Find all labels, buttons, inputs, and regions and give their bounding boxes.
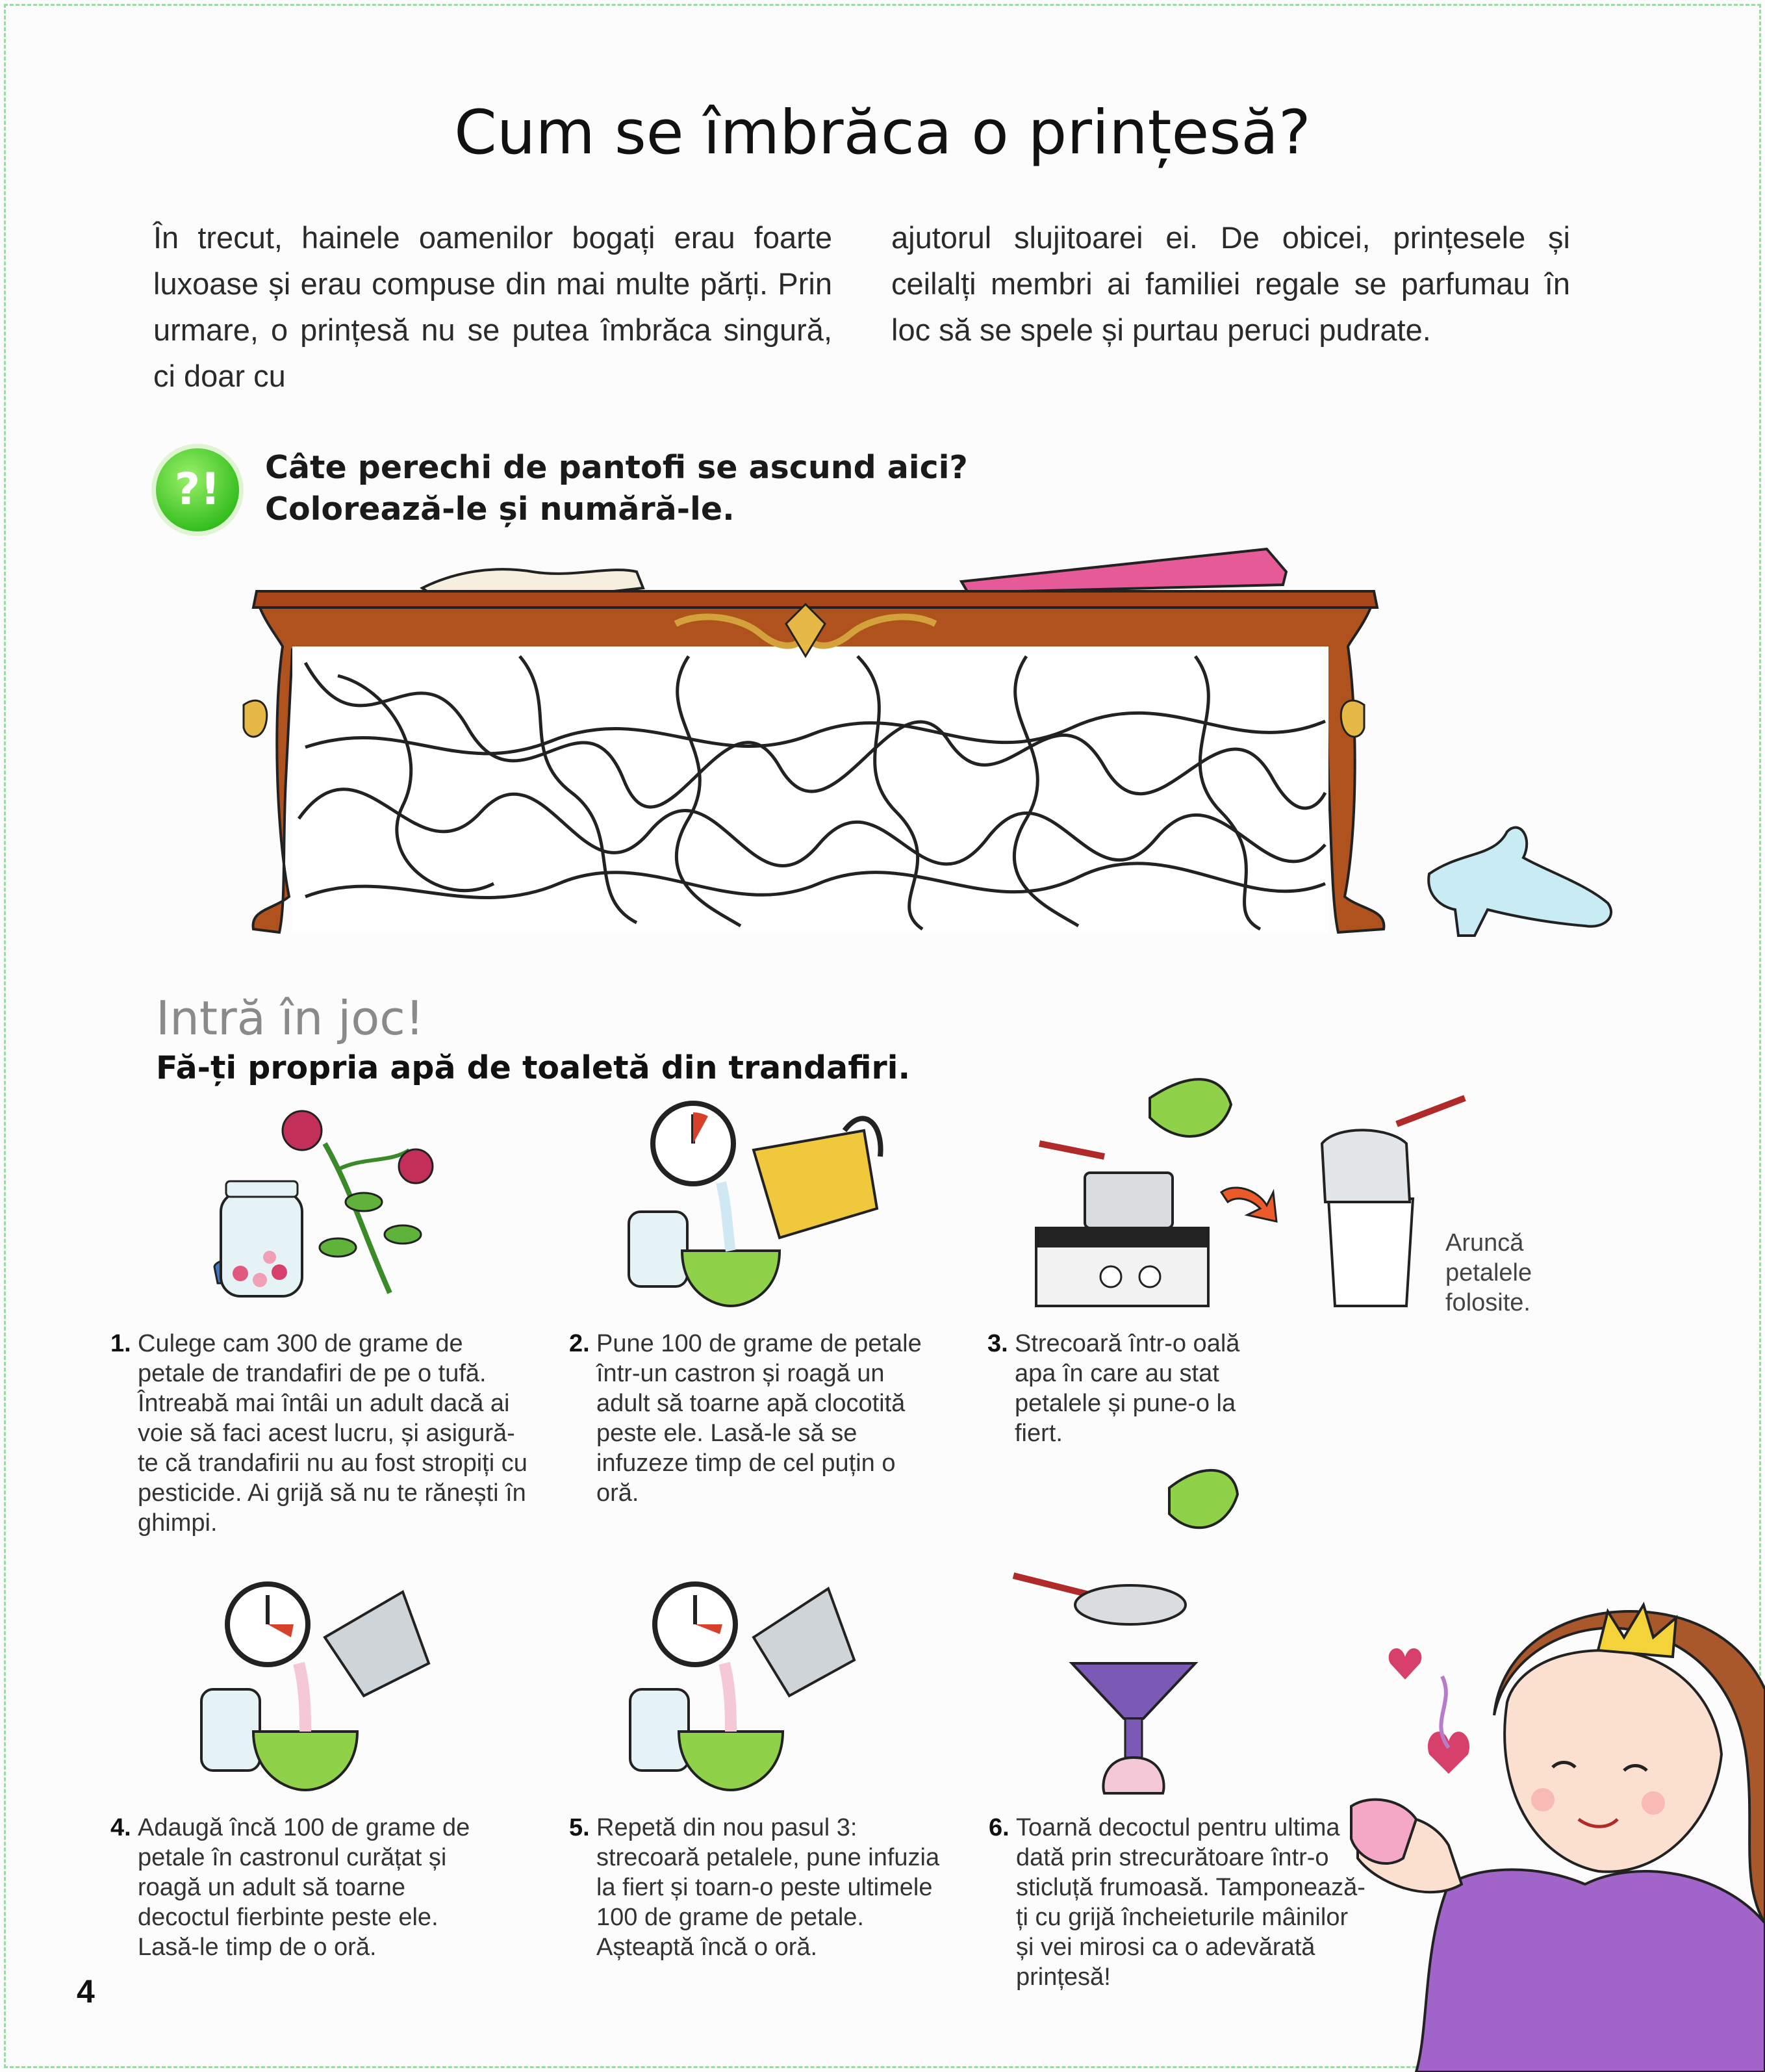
intro-right-column: ajutorul slujitoarei ei. De obicei, prințesele și ceilalți membri ai familiei regale se parfumau în loc să se spele și purtau peruci pudrate. bbox=[891, 220, 1570, 347]
step-number: 3. bbox=[987, 1330, 1008, 1357]
step-5 bbox=[569, 1813, 960, 1962]
quiz-question-line2: Colorează-le și numără-le. bbox=[265, 491, 735, 528]
page-title: Cum se îmbrăca o prințesă? bbox=[454, 97, 1311, 168]
princess-illustration bbox=[1351, 1605, 1765, 2072]
step-text: Repetă din nou pasul 3: strecoară petalele, pune infuzia la fiert și toarn-o peste ultimele 100 de grame de petale. Așteaptă încă o oră. bbox=[596, 1814, 940, 1961]
step-text: Pune 100 de grame de petale într-un castron și roagă un adult să toarne apă clocotită peste ele. Lasă-le să se infuzeze timp de cel puțin o oră. bbox=[596, 1330, 922, 1507]
step6-illustration bbox=[1013, 1470, 1238, 1793]
step1-illustration bbox=[214, 1111, 433, 1296]
step-number: 6. bbox=[989, 1814, 1009, 1841]
activity-subheading: Fă-ți propria apă de toaletă din trandafiri. bbox=[156, 1049, 911, 1086]
step2-illustration bbox=[629, 1103, 881, 1306]
step5-illustration bbox=[630, 1584, 854, 1790]
step-number: 2. bbox=[569, 1330, 590, 1357]
step-4 bbox=[110, 1813, 502, 1962]
step-1 bbox=[110, 1329, 534, 1538]
step-number: 5. bbox=[569, 1814, 590, 1841]
activity-heading: Intră în joc! bbox=[156, 991, 424, 1045]
side-note: Aruncă petalele folosite. bbox=[1445, 1229, 1532, 1316]
step-number: 4. bbox=[110, 1814, 131, 1841]
step-text: Toarnă decoctul pentru ultima dată prin strecurătoare într-o sticluță frumoasă. Tamponează-ți cu grijă încheieturile mâinilor și vei mirosi ca o adevărată prințesă! bbox=[1016, 1814, 1365, 1991]
step3-illustration bbox=[1036, 1079, 1465, 1306]
step-number: 1. bbox=[110, 1330, 131, 1357]
page-number: 4 bbox=[77, 1973, 95, 2010]
step-6 bbox=[989, 1813, 1367, 1992]
quiz-question-line1: Câte perechi de pantofi se ascund aici? bbox=[265, 449, 968, 486]
step-3 bbox=[987, 1329, 1281, 1448]
console-table-illustration bbox=[244, 549, 1611, 936]
step-text: Strecoară într-o oală apa în care au stat petalele și pune-o la fiert. bbox=[1015, 1330, 1240, 1447]
quiz-icon: ?! bbox=[156, 448, 239, 531]
step4-illustration bbox=[201, 1584, 429, 1790]
step-text: Adaugă încă 100 de grame de petale în castronul curățat și roagă un adult să toarne decoctul fierbinte peste ele. Lasă-le timp de o oră. bbox=[138, 1814, 470, 1961]
intro-left-column: În trecut, hainele oamenilor bogați erau foarte luxoase și erau compuse din mai multe părți. Prin urmare, o prințesă nu se putea îmbrăca singură, ci doar cu bbox=[153, 220, 832, 393]
step-2 bbox=[569, 1329, 934, 1508]
step-text: Culege cam 300 de grame de petale de trandafiri de pe o tufă. Întreabă mai întâi un adult dacă ai voie să faci acest lucru, și asigură-te că trandafirii nu au fost stropiți cu pesticide. Ai grijă să nu te rănești în ghimpi. bbox=[138, 1330, 527, 1537]
